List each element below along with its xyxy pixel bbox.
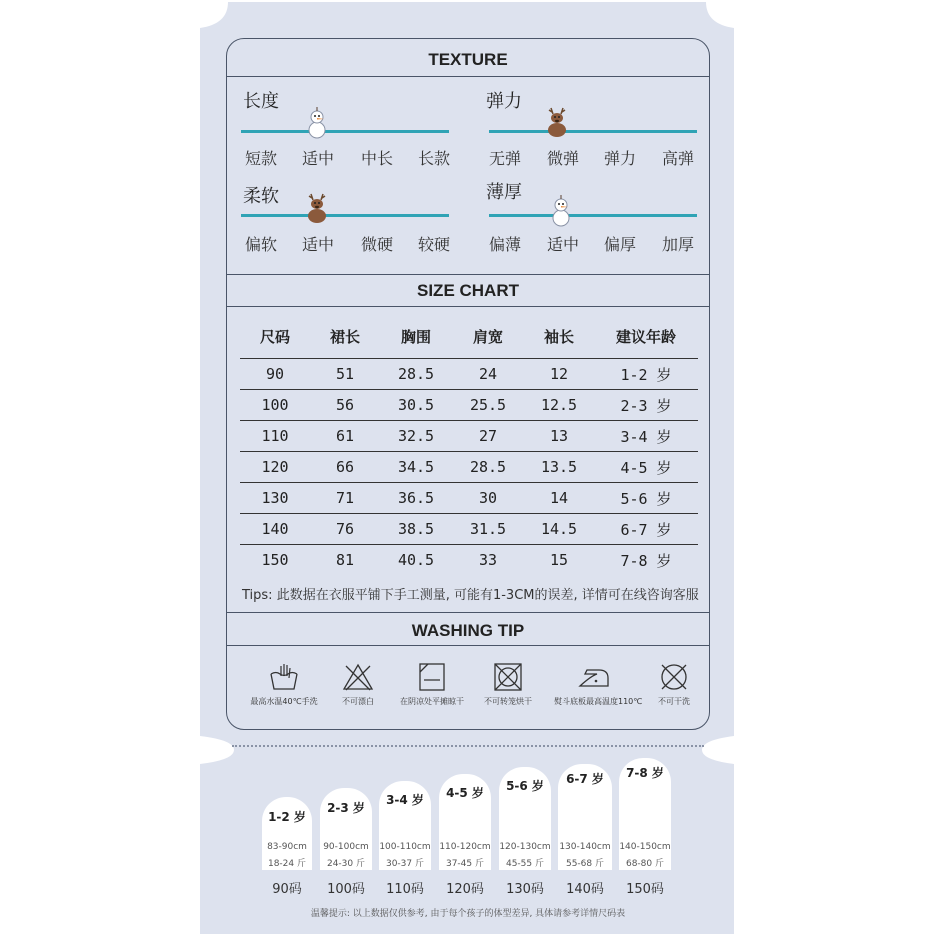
table-cell: 61 (310, 421, 380, 452)
table-cell: 51 (310, 359, 380, 390)
wash-item (244, 662, 324, 707)
tag-height: 83-90cm (267, 842, 307, 852)
texture-title: TEXTURE (428, 50, 508, 69)
header-cell: 肩宽 (472, 327, 503, 346)
table-cell: 28.5 (452, 452, 524, 483)
tag-code: 110码 (386, 882, 424, 897)
table-cell: 100 (240, 390, 310, 421)
wash-label: 在阴凉处平摊晾干 (400, 697, 464, 706)
table-cell: 36.5 (380, 483, 452, 514)
table-cell: 33 (452, 545, 524, 576)
size-chart-title: SIZE CHART (417, 281, 519, 300)
table-cell: 28.5 (380, 359, 452, 390)
table-cell: 30 (452, 483, 524, 514)
wash-label: 不可转笼烘干 (484, 697, 532, 706)
wash-item (468, 662, 548, 707)
texture-option: 偏厚 (603, 235, 636, 254)
footnote: 温馨提示: 以上数据仅供参考, 由于每个孩子的体型差异, 具体请参考详情尺码表 (310, 909, 626, 919)
tag-age: 7-8 岁 (626, 766, 664, 780)
table-cell: 25.5 (452, 390, 524, 421)
table-cell: 5-6 岁 (594, 483, 698, 514)
table-cell: 110 (240, 421, 310, 452)
no-dry-clean-icon (657, 662, 691, 692)
header-cell: 胸围 (400, 327, 431, 346)
table-cell: 27 (452, 421, 524, 452)
texture-option: 短款 (244, 149, 277, 168)
table-cell: 140 (240, 514, 310, 545)
header-cell: 裙长 (329, 327, 360, 346)
size-tips: Tips: 此数据在衣服平铺下手工测量, 可能有1-3CM的误差, 详情可在线咨询客服 (242, 588, 699, 603)
washing-title: WASHING TIP (411, 621, 525, 640)
table-row (240, 452, 698, 483)
snowman-icon (546, 192, 576, 228)
size-tag (320, 788, 372, 870)
no-bleach-icon (341, 662, 375, 692)
table-cell: 66 (310, 452, 380, 483)
table-cell: 120 (240, 452, 310, 483)
table-row (240, 514, 698, 545)
table-cell: 4-5 岁 (594, 452, 698, 483)
tag-height: 120-130cm (499, 842, 551, 852)
tag-code: 90码 (272, 882, 302, 897)
tag-height: 110-120cm (439, 842, 491, 852)
table-cell: 2-3 岁 (594, 390, 698, 421)
table-cell: 150 (240, 545, 310, 576)
tag-weight: 37-45 斤 (445, 859, 484, 869)
divider (227, 76, 710, 77)
line-dry-shade-icon (415, 662, 449, 692)
texture-option: 无弹 (488, 149, 521, 168)
table-cell: 13 (524, 421, 594, 452)
texture-track (489, 130, 697, 133)
table-row (240, 483, 698, 514)
texture-option: 适中 (301, 149, 334, 168)
perforation-line (232, 745, 704, 747)
table-row (240, 545, 698, 576)
size-table-header (240, 322, 698, 359)
header-cell: 建议年龄 (615, 327, 676, 346)
table-cell: 12 (524, 359, 594, 390)
texture-option: 偏软 (244, 235, 277, 254)
wash-item (318, 662, 398, 707)
snowman-icon (302, 104, 332, 140)
wash-label: 最高水温40℃手洗 (250, 697, 318, 706)
tag-weight: 18-24 斤 (267, 859, 306, 869)
tag-height: 90-100cm (323, 842, 369, 852)
table-cell: 7-8 岁 (594, 545, 698, 576)
tag-age: 3-4 岁 (386, 793, 424, 807)
tag-code: 100码 (327, 882, 365, 897)
tag-weight: 24-30 斤 (326, 859, 365, 869)
table-cell: 130 (240, 483, 310, 514)
table-cell: 1-2 岁 (594, 359, 698, 390)
table-cell: 24 (452, 359, 524, 390)
tag-height: 130-140cm (559, 842, 611, 852)
texture-option: 偏薄 (488, 235, 521, 254)
texture-name-elasticity: 弹力 (486, 91, 522, 112)
table-cell: 15 (524, 545, 594, 576)
texture-name-softness: 柔软 (243, 186, 279, 207)
texture-option: 适中 (301, 235, 334, 254)
tag-weight: 45-55 斤 (505, 859, 544, 869)
tag-code: 140码 (566, 882, 604, 897)
header-cell: 袖长 (543, 327, 574, 346)
table-cell: 30.5 (380, 390, 452, 421)
table-cell: 71 (310, 483, 380, 514)
tag-code: 130码 (506, 882, 544, 897)
table-cell: 81 (310, 545, 380, 576)
texture-option: 长款 (417, 149, 450, 168)
table-cell: 6-7 岁 (594, 514, 698, 545)
header-cell: 尺码 (259, 327, 290, 346)
tag-age: 5-6 岁 (506, 779, 544, 793)
divider (227, 612, 710, 613)
table-cell: 90 (240, 359, 310, 390)
texture-name-thickness: 薄厚 (486, 182, 522, 203)
table-cell: 12.5 (524, 390, 594, 421)
table-cell: 14.5 (524, 514, 594, 545)
texture-option: 适中 (546, 235, 579, 254)
table-cell: 40.5 (380, 545, 452, 576)
table-cell: 34.5 (380, 452, 452, 483)
table-cell: 38.5 (380, 514, 452, 545)
table-cell: 31.5 (452, 514, 524, 545)
divider (227, 645, 710, 646)
wash-label: 熨斗底板最高温度110℃ (554, 697, 643, 706)
tag-age: 1-2 岁 (268, 810, 306, 824)
size-tag (262, 797, 312, 870)
tag-height: 140-150cm (619, 842, 671, 852)
texture-option: 高弹 (661, 149, 694, 168)
iron-low-icon (577, 662, 611, 692)
texture-option: 中长 (360, 149, 393, 168)
wash-item (634, 662, 714, 707)
reindeer-icon (302, 190, 332, 226)
texture-option: 加厚 (661, 235, 694, 254)
texture-option: 微硬 (360, 235, 393, 254)
size-tag (558, 764, 612, 870)
size-tag (619, 758, 671, 870)
table-cell: 32.5 (380, 421, 452, 452)
divider (227, 306, 710, 307)
tag-age: 4-5 岁 (446, 786, 484, 800)
texture-name-length: 长度 (243, 91, 279, 112)
table-row (240, 421, 698, 452)
table-cell: 76 (310, 514, 380, 545)
wash-item (554, 662, 643, 707)
texture-option: 微弹 (546, 149, 579, 168)
size-table (240, 322, 698, 575)
table-cell: 13.5 (524, 452, 594, 483)
texture-option: 弹力 (603, 149, 636, 168)
wash-label: 不可干洗 (658, 697, 690, 706)
tag-age: 6-7 岁 (566, 772, 604, 786)
tag-height: 100-110cm (379, 842, 431, 852)
table-row (240, 359, 698, 390)
texture-track (241, 130, 449, 133)
tag-weight: 30-37 斤 (385, 859, 424, 869)
wash-label: 不可漂白 (342, 697, 374, 706)
tag-weight: 55-68 斤 (565, 859, 604, 869)
tag-code: 120码 (446, 882, 484, 897)
tag-age: 2-3 岁 (327, 801, 365, 815)
texture-track (241, 214, 449, 217)
texture-option: 较硬 (417, 235, 450, 254)
reindeer-icon (542, 104, 572, 140)
hand-wash-icon (267, 662, 301, 692)
divider (227, 274, 710, 275)
table-cell: 56 (310, 390, 380, 421)
wash-item (392, 662, 472, 707)
texture-track (489, 214, 697, 217)
tag-weight: 68-80 斤 (625, 859, 664, 869)
table-cell: 3-4 岁 (594, 421, 698, 452)
size-tag (379, 781, 431, 870)
size-tag (439, 774, 491, 870)
tag-code: 150码 (626, 882, 664, 897)
table-row (240, 390, 698, 421)
size-tag (499, 767, 551, 870)
table-cell: 14 (524, 483, 594, 514)
no-tumble-dry-icon (491, 662, 525, 692)
